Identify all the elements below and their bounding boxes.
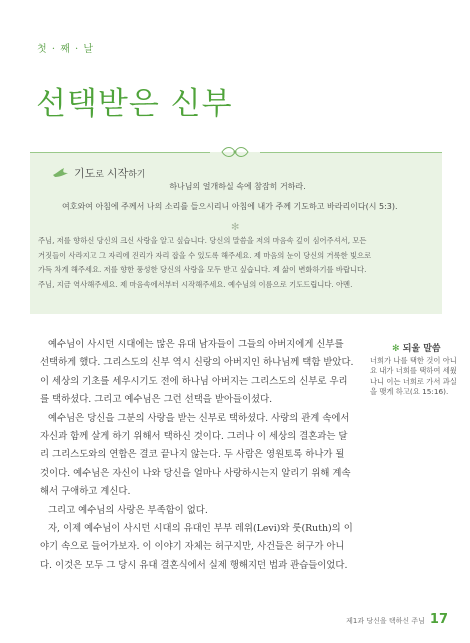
ornamental-divider [30, 152, 442, 153]
separator-icon: ✻ [231, 222, 240, 233]
verse-quote: 여호와여 아침에 주께서 나의 소리를 들으시리니 아침에 내가 주께 기도하고 바라리이다(시 5:3). [62, 202, 398, 211]
prayer-body [38, 234, 436, 292]
paragraph: 예수님은 당신을 그분의 사랑을 받는 신부로 택하셨다. 사랑의 관계 속에서 자신과 함께 살게 하기 위해서 택하신 것이다. 그러나 이 세상의 결혼과는 달리 그리스도와의 연합은 결코 끝나지 않는다. 두 사람은 영원토록 하나가 될 것이다. 예수님은 자신이 나와 당신을 얼마나 사랑하시는지 알리기 위해 계속해서 구애하고 계신다. [40, 412, 351, 498]
prayer-line: 주님, 저를 향하신 당신의 크신 사랑을 알고 싶습니다. 당신의 말씀을 저의 마음속 깊이 심어주셔서, 모든 [38, 236, 367, 245]
prayer-heading [52, 165, 145, 181]
paragraph: 예수님이 사시던 시대에는 많은 유대 남자들이 그들의 아버지에게 신부를 선택하게 했다. 그리스도의 신부 역시 신랑의 아버지인 하나님께 택함 받았다. 이 세상의 기초를 세우시기도 전에 하나님 아버지는 그리스도의 신부로 우리를 택하셨다. 그리고 예수님은 그런 선택을 받아들이셨다. [40, 339, 354, 406]
paragraph: 자, 이제 예수님이 사시던 시대의 유대인 부부 레위(Levi)와 룻(Ruth)의 이야기 속으로 들어가보자. 이 이야기 자체는 허구지만, 사건들은 허구가 아니다. 이것은 모두 그 당시 유대 결혼식에서 실제 행해지던 법과 관습들이었다. [40, 523, 353, 571]
day-label: 첫 · 째 · 날 [37, 44, 95, 55]
asterisk-icon: ✻ [392, 344, 400, 354]
prayer-line: 가득 차게 해주세요. 저를 향한 풍성한 당신의 사랑을 모두 받고 싶습니다. 제 삶이 변화하기를 바랍니다. [38, 265, 367, 274]
sidebar-title-text: 되울 말씀 [402, 344, 441, 354]
sidebar-title [392, 341, 441, 354]
paragraph: 그리고 예수님의 사랑은 부족함이 없다. [48, 504, 208, 516]
leaf-ornament-icon [220, 145, 250, 159]
prayer-heading-text: 기도로 시작하기 [74, 167, 146, 180]
prayer-line: 주님, 지금 역사해주세요. 제 마음속에서부터 시작해주세요. 예수님의 이름으로 기도드립니다. 아멘. [38, 279, 353, 289]
running-title: 제1과 당신을 택하신 주님 [346, 617, 425, 625]
main-text [40, 336, 355, 575]
prayer-line: 거짓들이 사라지고 그 자리에 진리가 자리 잡을 수 있도록 해주세요. 제 마음의 눈이 당신의 거룩한 빛으로 [38, 250, 372, 260]
page-footer [346, 612, 448, 627]
sidebar-verse: 너희가 나를 택한 것이 아니요 내가 너희를 택하여 세웠나니 이는 너희로 가서 과실을 맺게 하고(요 15:16). [370, 356, 457, 396]
verse-intro: 하나님의 얼개하실 속에 참잠히 거하라. [169, 182, 306, 191]
dove-icon [52, 167, 70, 179]
page-title: 선택받은 신부 [36, 86, 233, 122]
page-number: 17 [429, 612, 448, 627]
